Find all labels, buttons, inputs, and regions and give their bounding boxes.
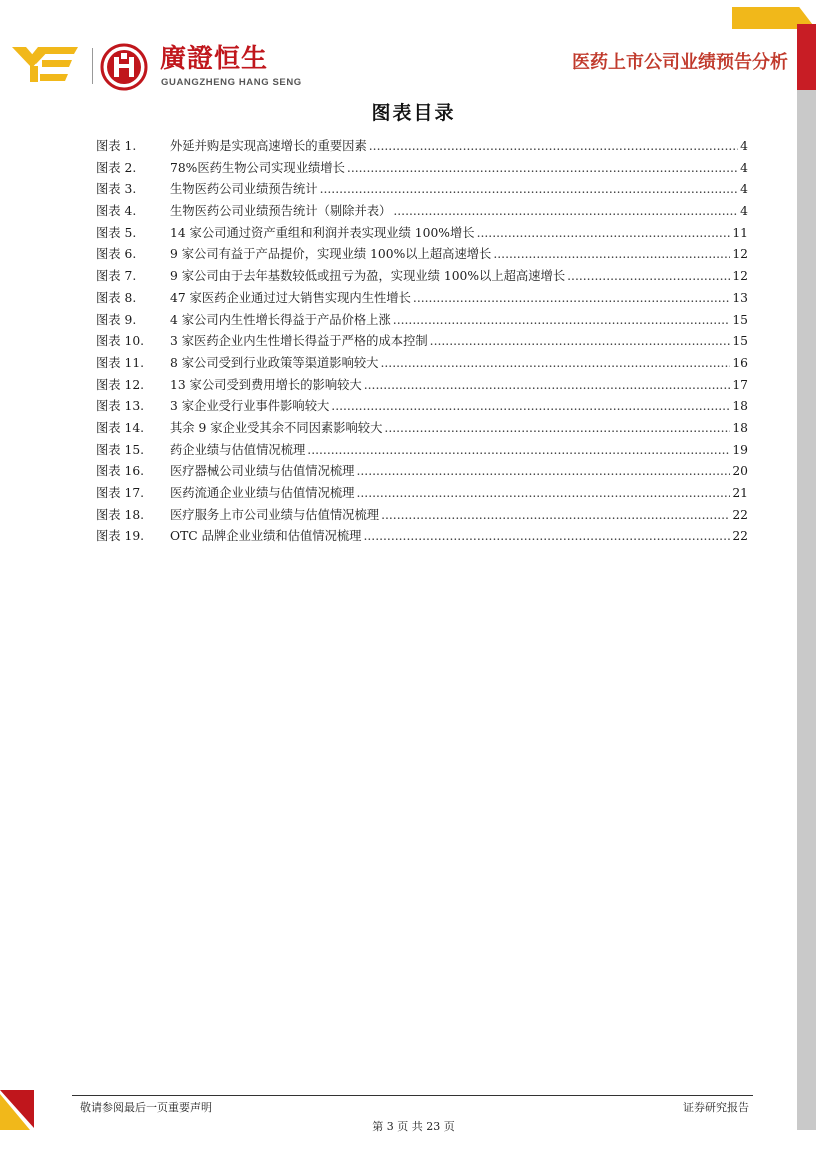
toc-entry-leader <box>364 375 731 397</box>
toc-entry-label: 图表 18. <box>96 507 145 522</box>
toc-entry-label: 图表 13. <box>96 399 145 414</box>
toc-entry[interactable] <box>96 310 748 332</box>
toc-entry-page: 12 <box>732 269 748 284</box>
toc-entry-label: 图表 16. <box>96 464 145 479</box>
brand-ye-logo-icon <box>12 44 78 84</box>
toc-entry-leader <box>307 440 730 462</box>
toc-entry-text: 9 家公司由于去年基数较低或扭亏为盈，实现业绩 100%以上超高速增长 <box>170 269 566 284</box>
brand-seal-icon <box>100 43 148 91</box>
toc-entry-page: 22 <box>732 529 748 544</box>
toc-entry-text: 3 家企业受行业事件影响较大 <box>170 399 330 414</box>
toc-entry[interactable] <box>96 505 748 527</box>
toc-entry[interactable] <box>96 396 748 418</box>
toc-entry-page: 11 <box>732 225 748 240</box>
toc-entry-text: 8 家公司受到行业政策等渠道影响较大 <box>170 355 379 370</box>
toc-entry-page: 15 <box>732 334 748 349</box>
toc-entry-leader <box>380 353 730 375</box>
toc-entry-text: 3 家医药企业内生性增长得益于严格的成本控制 <box>170 334 428 349</box>
toc-entry-page: 12 <box>732 247 748 262</box>
side-bar-red <box>797 24 816 90</box>
toc-entry[interactable] <box>96 353 748 375</box>
footer-rule <box>72 1095 753 1096</box>
table-of-figures <box>96 136 748 548</box>
toc-entry-label: 图表 9. <box>96 312 137 327</box>
toc-entry-label: 图表 7. <box>96 269 137 284</box>
toc-entry-leader <box>356 483 730 505</box>
toc-entry-leader <box>381 505 730 527</box>
footer-disclaimer: 敬请参阅最后一页重要声明 <box>80 1101 212 1114</box>
toc-entry[interactable] <box>96 179 748 201</box>
toc-entry-label: 图表 12. <box>96 377 145 392</box>
toc-entry-leader <box>477 223 731 245</box>
toc-entry-leader <box>413 288 730 310</box>
toc-entry-leader <box>384 418 730 440</box>
toc-entry-page: 18 <box>732 399 748 414</box>
toc-entry-leader <box>331 396 730 418</box>
toc-entry[interactable] <box>96 461 748 483</box>
toc-entry-page: 21 <box>732 486 748 500</box>
toc-entry-label: 图表 19. <box>96 529 145 544</box>
toc-entry-leader <box>347 158 738 180</box>
brand-name-cn: 廣證恒生 <box>160 44 269 74</box>
toc-entry[interactable] <box>96 244 748 266</box>
toc-entry-label: 图表 6. <box>96 247 137 262</box>
toc-entry[interactable] <box>96 136 748 158</box>
toc-entry-leader <box>393 201 738 223</box>
toc-entry-page: 20 <box>732 464 748 479</box>
toc-entry-page: 17 <box>732 377 748 392</box>
toc-entry-label: 图表 10. <box>96 334 145 349</box>
toc-entry-leader <box>393 310 731 332</box>
toc-entry-leader <box>430 331 731 353</box>
toc-entry-label: 图表 8. <box>96 290 137 305</box>
toc-entry-leader <box>363 526 730 548</box>
toc-entry[interactable] <box>96 483 748 505</box>
toc-entry-leader <box>369 136 738 158</box>
toc-entry-leader <box>567 266 730 288</box>
toc-entry[interactable] <box>96 331 748 353</box>
toc-entry-text: OTC 品牌企业业绩和估值情况梳理 <box>170 529 362 544</box>
toc-entry-label: 图表 4. <box>96 204 137 219</box>
toc-entry-label: 图表 17. <box>96 486 145 500</box>
toc-entry-label: 图表 2. <box>96 160 137 175</box>
footer-page-number: 第 3 页 共 23 页 <box>372 1120 455 1133</box>
toc-entry-text: 78%医药生物公司实现业绩增长 <box>170 160 345 175</box>
toc-entry-text: 47 家医药企业通过过大销售实现内生性增长 <box>170 290 411 305</box>
toc-entry-text: 外延并购是实现高速增长的重要因素 <box>170 139 367 153</box>
toc-entry-page: 4 <box>740 160 748 175</box>
toc-entry-page: 4 <box>740 139 748 153</box>
toc-entry-label: 图表 5. <box>96 225 137 240</box>
brand-name-en: GUANGZHENG HANG SENG <box>161 77 302 88</box>
toc-entry-text: 生物医药公司业绩预告统计 <box>170 182 318 197</box>
toc-entry-text: 医疗服务上市公司业绩与估值情况梳理 <box>170 507 380 522</box>
toc-entry-page: 19 <box>732 442 748 457</box>
toc-entry-page: 18 <box>732 420 748 435</box>
toc-entry-page: 4 <box>740 204 748 219</box>
toc-entry[interactable] <box>96 288 748 310</box>
toc-entry-label: 图表 11. <box>96 355 145 370</box>
toc-entry-label: 图表 1. <box>96 139 137 153</box>
toc-entry[interactable] <box>96 526 748 548</box>
toc-entry-text: 生物医药公司业绩预告统计（剔除并表） <box>170 204 392 219</box>
toc-entry-page: 16 <box>732 355 748 370</box>
toc-entry[interactable] <box>96 201 748 223</box>
toc-entry-leader <box>493 244 730 266</box>
toc-entry[interactable] <box>96 158 748 180</box>
toc-entry-label: 图表 15. <box>96 442 145 457</box>
toc-entry-text: 医药流通企业业绩与估值情况梳理 <box>170 486 355 500</box>
toc-entry-text: 其余 9 家企业受其余不同因素影响较大 <box>170 420 383 435</box>
toc-entry-text: 4 家公司内生性增长得益于产品价格上涨 <box>170 312 391 327</box>
toc-entry-text: 医疗器械公司业绩与估值情况梳理 <box>170 464 355 479</box>
toc-entry-leader <box>356 461 730 483</box>
toc-entry-label: 图表 14. <box>96 420 145 435</box>
toc-entry-label: 图表 3. <box>96 182 137 197</box>
toc-entry-page: 4 <box>740 182 748 197</box>
footer-report-type: 证券研究报告 <box>683 1101 749 1114</box>
toc-entry-page: 22 <box>732 507 748 522</box>
toc-entry-text: 药企业绩与估值情况梳理 <box>170 442 306 457</box>
side-bar-gray <box>797 58 816 1130</box>
toc-entry[interactable] <box>96 418 748 440</box>
toc-entry[interactable] <box>96 223 748 245</box>
toc-entry-text: 14 家公司通过资产重组和利润并表实现业绩 100%增长 <box>170 225 475 240</box>
toc-entry[interactable] <box>96 440 748 462</box>
toc-entry-page: 13 <box>732 290 748 305</box>
toc-entry-text: 13 家公司受到费用增长的影响较大 <box>170 377 362 392</box>
toc-entry-leader <box>320 179 739 201</box>
toc-title: 图表目录 <box>371 102 456 124</box>
report-title: 医药上市公司业绩预告分析 <box>572 52 788 73</box>
toc-entry-text: 9 家公司有益于产品提价，实现业绩 100%以上超高速增长 <box>170 247 492 262</box>
logo-separator <box>92 48 93 84</box>
toc-entry-page: 15 <box>732 312 748 327</box>
toc-entry[interactable] <box>96 266 748 288</box>
toc-entry[interactable] <box>96 375 748 397</box>
